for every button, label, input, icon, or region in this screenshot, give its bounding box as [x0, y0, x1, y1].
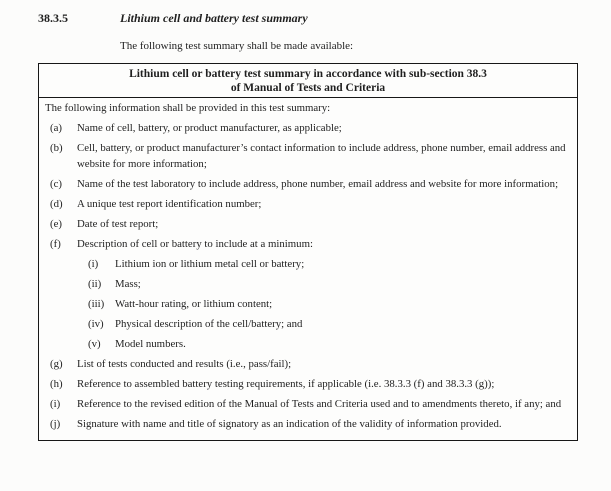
list-subitem-f-ii: [88, 276, 572, 292]
table-header-line1: Lithium cell or battery test summary in accordance with sub-section 38.3: [129, 68, 487, 80]
list-item-e: [50, 216, 572, 232]
subitem-label: (iv): [88, 318, 104, 330]
test-summary-table: [38, 63, 578, 441]
table-header-line2: of Manual of Tests and Criteria: [230, 82, 386, 94]
item-label: (d): [50, 198, 63, 210]
table-lead: The following information shall be provided in this test summary:: [45, 102, 331, 114]
item-text: Description of cell or battery to include at a minimum:: [77, 238, 313, 250]
item-label: (a): [50, 122, 62, 134]
table-body: [39, 98, 577, 440]
item-label: (f): [50, 238, 61, 250]
item-label: (i): [50, 398, 61, 410]
list-item-j: [50, 416, 572, 432]
item-label: (c): [50, 178, 62, 190]
list-subitem-f-iv: [88, 316, 572, 332]
table-header: [39, 64, 577, 98]
subitem-label: (iii): [88, 298, 105, 310]
item-label: (g): [50, 358, 63, 370]
subitem-text: Mass;: [115, 278, 141, 290]
item-text: Cell, battery, or product manufacturer’s contact information to include address, phone number, email address and website for more information;: [77, 142, 566, 170]
item-text: Name of the test laboratory to include address, phone number, email address and website for more information;: [77, 178, 559, 190]
item-label: (e): [50, 218, 62, 230]
item-text: Reference to the revised edition of the Manual of Tests and Criteria used and to amendments thereto, if any; and: [77, 398, 562, 410]
subitem-label: (v): [88, 338, 101, 350]
list-subitem-f-iii: [88, 296, 572, 312]
list-item-h: [50, 376, 572, 392]
item-label: (b): [50, 142, 63, 154]
list-item-d: [50, 196, 572, 212]
subitem-label: (i): [88, 258, 99, 270]
subitem-text: Watt-hour rating, or lithium content;: [115, 298, 273, 310]
section-number: 38.3.5: [38, 11, 68, 25]
intro-paragraph: The following test summary shall be made available:: [120, 40, 354, 52]
item-text: Name of cell, battery, or product manufacturer, as applicable;: [77, 122, 342, 134]
subitem-text: Physical description of the cell/battery; and: [115, 318, 303, 330]
subitem-text: Model numbers.: [115, 338, 186, 350]
section-title: Lithium cell and battery test summary: [120, 11, 308, 25]
list-item-f: [50, 236, 572, 252]
subitem-text: Lithium ion or lithium metal cell or battery;: [115, 258, 305, 270]
list-subitem-f-i: [88, 256, 572, 272]
list-item-c: [50, 176, 572, 192]
list-item-b: [50, 140, 572, 172]
item-text: Reference to assembled battery testing requirements, if applicable (i.e. 38.3.3 (f) and 38.3.3 (g));: [77, 378, 495, 390]
item-label: (h): [50, 378, 63, 390]
list-subitem-f-v: [88, 336, 572, 352]
item-text: A unique test report identification number;: [77, 198, 262, 210]
list-item-g: [50, 356, 572, 372]
item-text: Signature with name and title of signatory as an indication of the validity of information provided.: [77, 418, 502, 430]
item-text: List of tests conducted and results (i.e., pass/fail);: [77, 358, 292, 370]
subitem-label: (ii): [88, 278, 102, 290]
list-item-a: [50, 120, 572, 136]
item-label: (j): [50, 418, 61, 430]
section-heading: [38, 11, 578, 26]
list-item-i: [50, 396, 572, 412]
item-text: Date of test report;: [77, 218, 159, 230]
